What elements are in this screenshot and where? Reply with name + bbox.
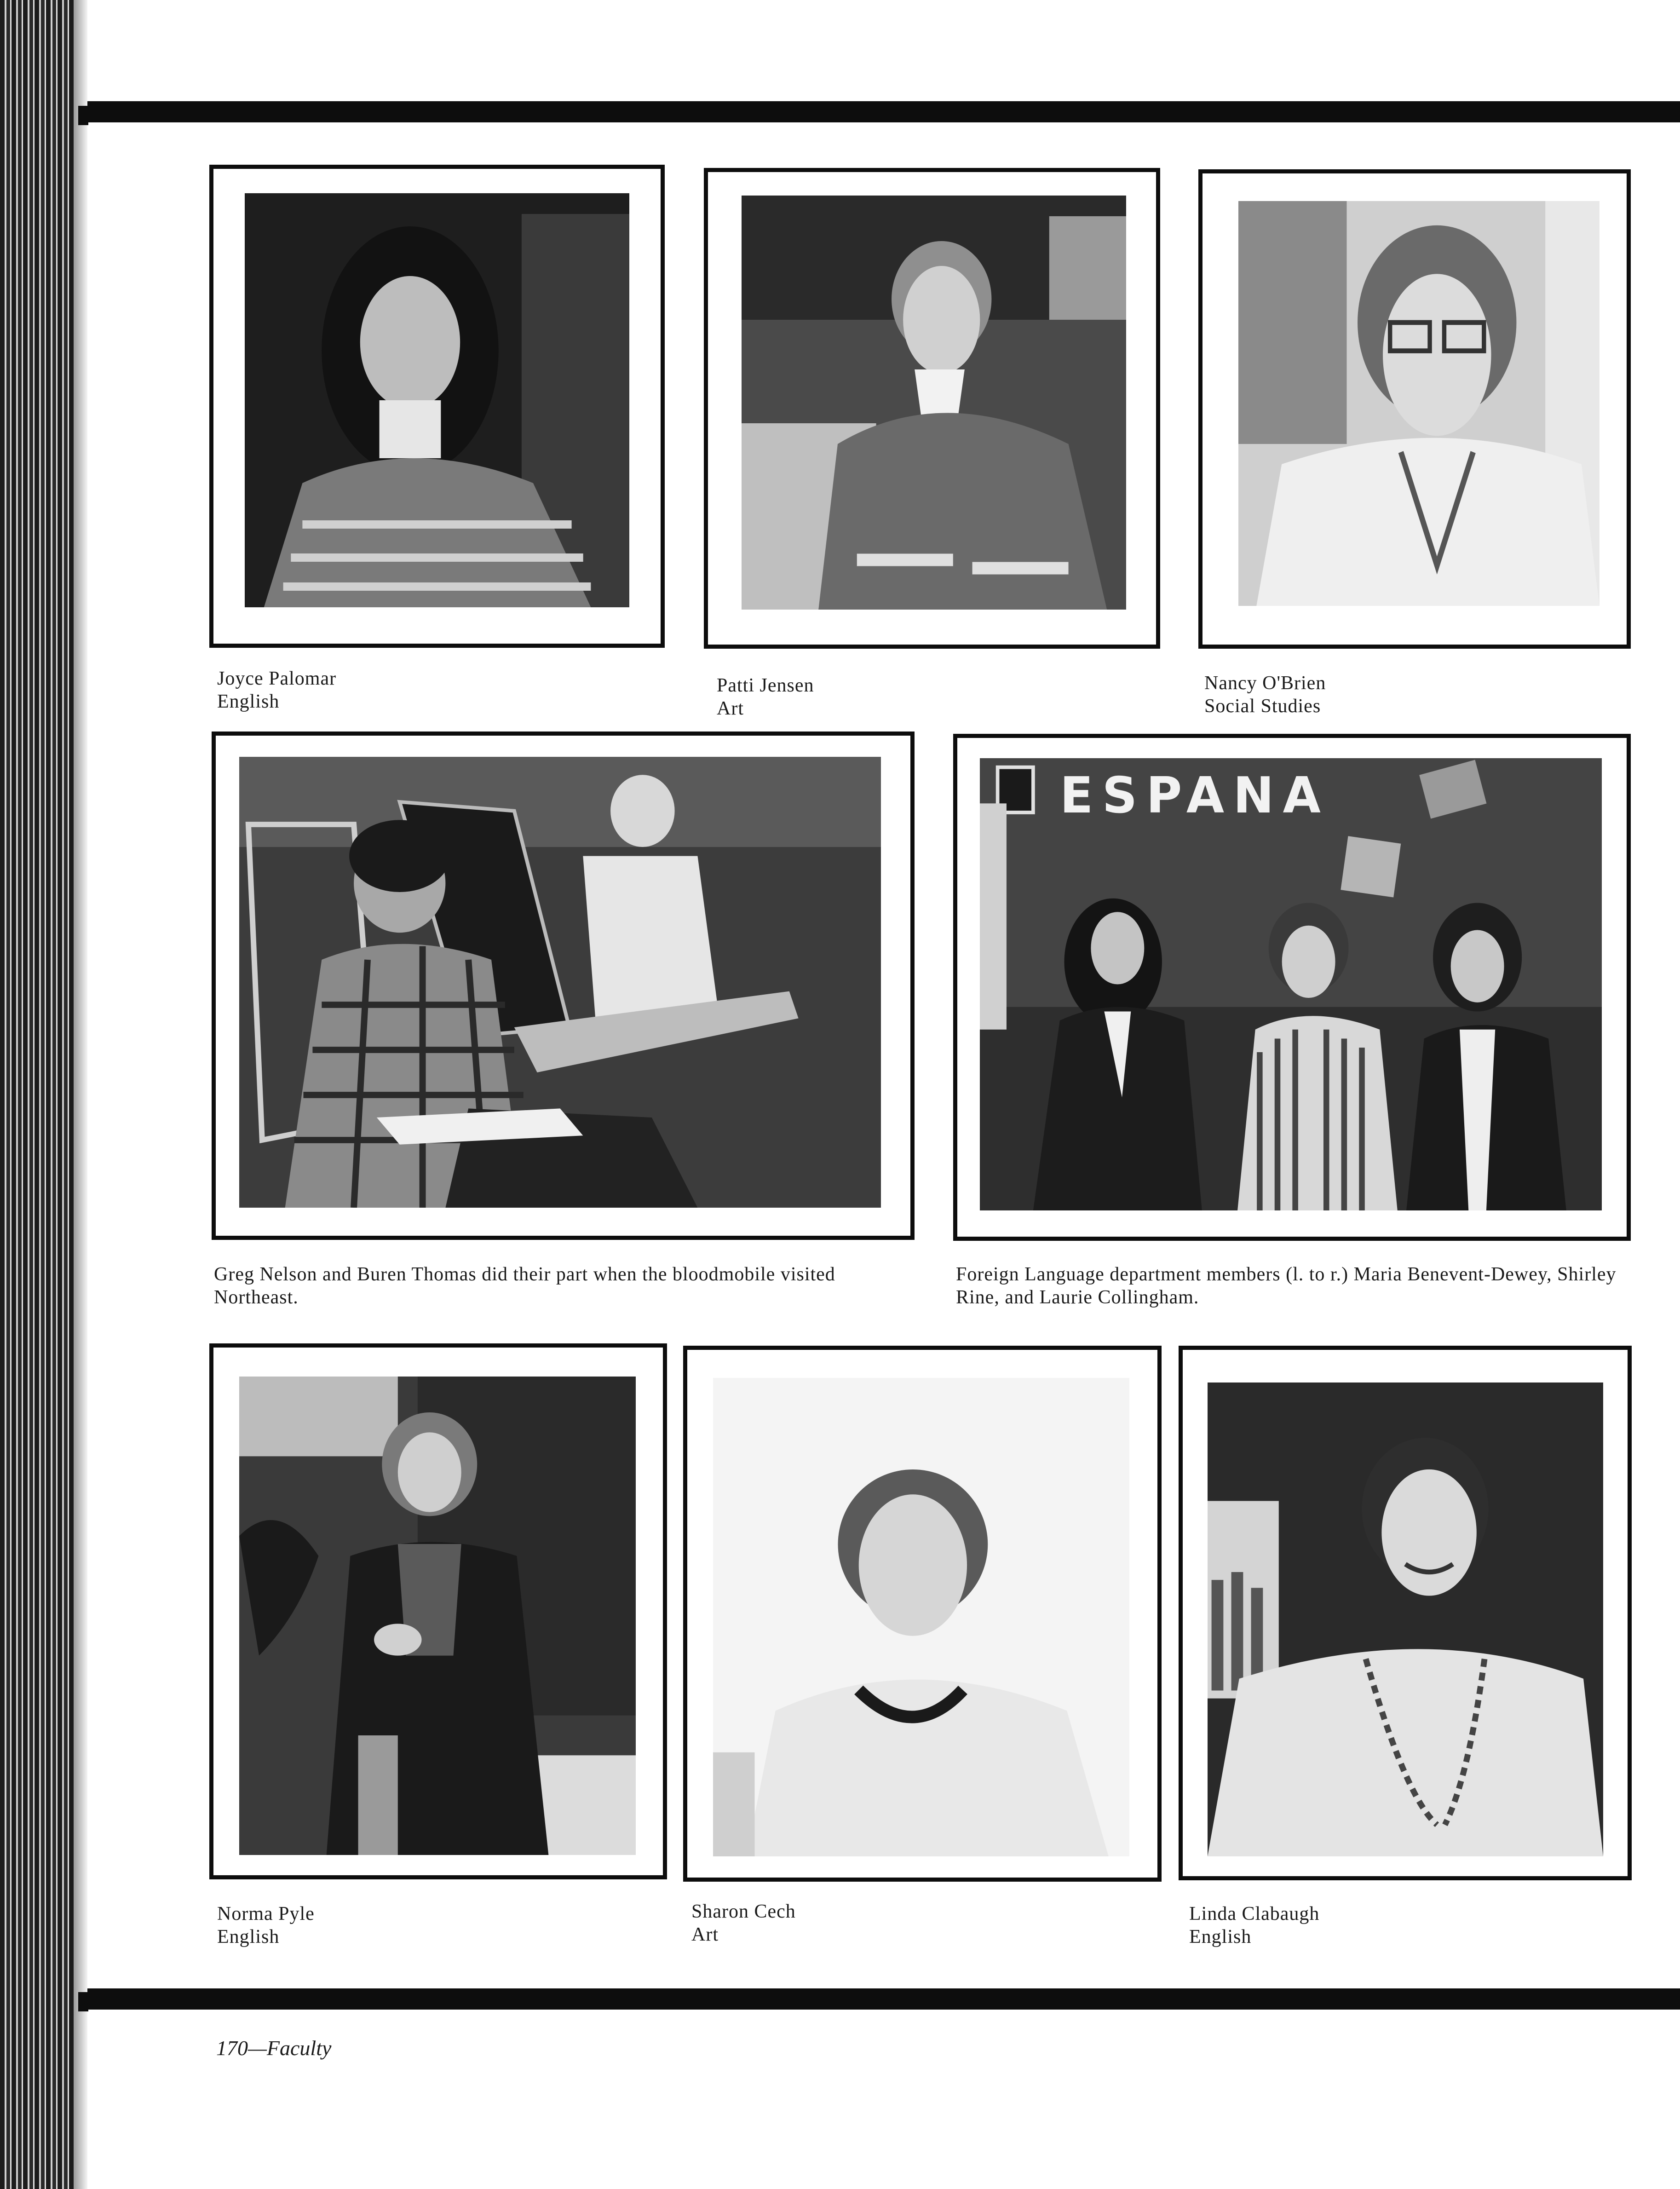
- faculty-name: Nancy O'Brien: [1204, 673, 1326, 694]
- faculty-name: Linda Clabaugh: [1189, 1903, 1320, 1924]
- foreign-language-photo: [980, 758, 1602, 1210]
- portrait-photo: [1208, 1383, 1603, 1856]
- caption-patti-jensen: [717, 674, 814, 720]
- rule-tab-left-bottom: [78, 1992, 88, 2011]
- caption-foreign-language: Foreign Language department members (l. to r.) Maria Benevent-Dewey, Shirley Rine, and Laurie Collingham.: [956, 1264, 1617, 1308]
- faculty-department: Art: [691, 1924, 719, 1945]
- bloodmobile-photo: [239, 757, 881, 1208]
- portrait-photo: [239, 1377, 636, 1855]
- rule-tab-left-top: [78, 106, 88, 125]
- faculty-department: English: [217, 691, 280, 712]
- caption-norma-pyle: [217, 1902, 315, 1948]
- top-rule: [87, 101, 1680, 122]
- caption-sharon-cech: [691, 1900, 796, 1946]
- caption-linda-clabaugh: [1189, 1902, 1319, 1948]
- page-edge-shadow: [74, 0, 87, 2189]
- faculty-name: Norma Pyle: [217, 1903, 315, 1924]
- faculty-name: Sharon Cech: [691, 1901, 796, 1922]
- portrait-photo: [742, 196, 1126, 610]
- page-folio: 170—Faculty: [216, 2036, 332, 2060]
- portrait-photo: [245, 193, 629, 607]
- faculty-department: English: [1189, 1926, 1252, 1947]
- portrait-photo: [713, 1378, 1129, 1856]
- faculty-department: English: [217, 1926, 280, 1947]
- faculty-name: Patti Jensen: [717, 675, 814, 696]
- portrait-photo: [1238, 201, 1599, 606]
- caption-joyce-palomar: [217, 667, 336, 713]
- faculty-name: Joyce Palomar: [217, 668, 337, 689]
- caption-nancy-obrien: [1204, 672, 1326, 718]
- faculty-department: Art: [717, 698, 744, 719]
- bottom-rule: [87, 1988, 1680, 2010]
- faculty-department: Social Studies: [1204, 696, 1321, 717]
- espana-sign: ESPANA: [1059, 767, 1330, 825]
- caption-bloodmobile: Greg Nelson and Buren Thomas did their part when the bloodmobile visited Northeast.: [214, 1264, 835, 1308]
